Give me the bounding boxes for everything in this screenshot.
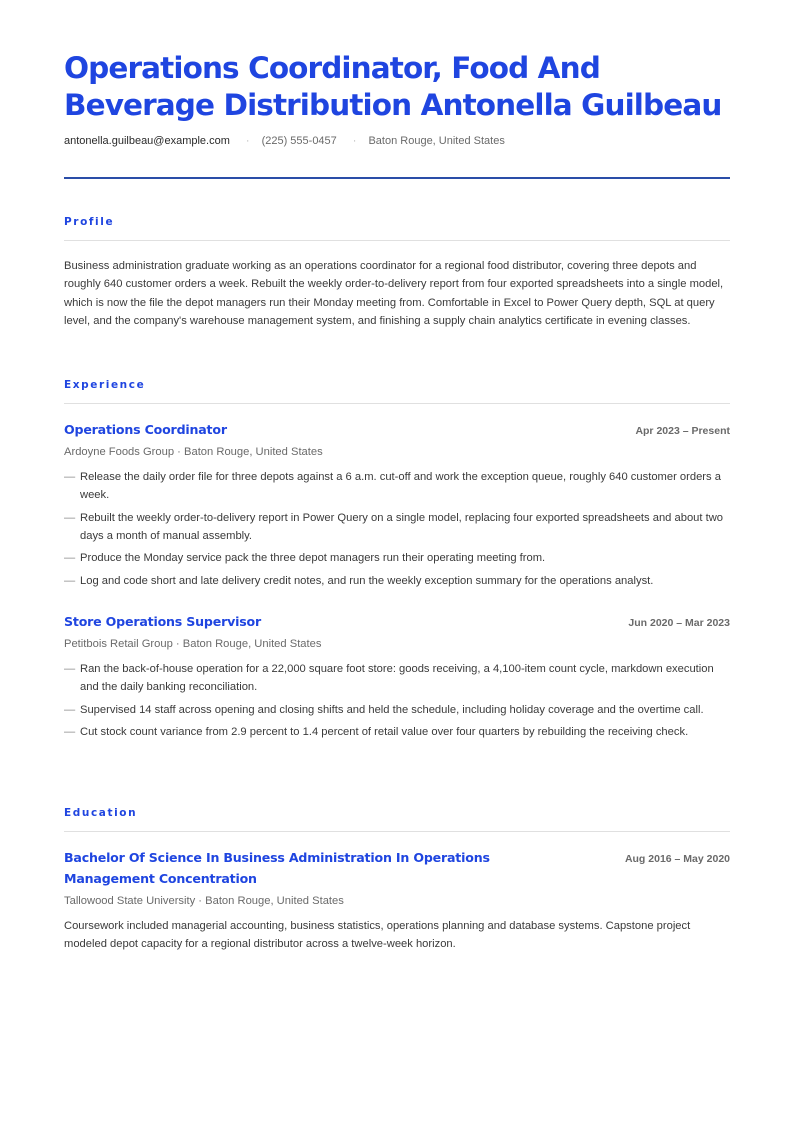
bullet-dash: —: [64, 574, 76, 587]
bullet-dash: —: [64, 703, 76, 716]
list-item: — Cut stock count variance from 2.9 percent to 1.4 percent of retail value over four quarters by rebuilding the receiving check.: [64, 723, 730, 741]
list-item: — Release the daily order file for three depots against a 6 a.m. cut-off and work the exception queue, roughly 640 customer orders a week.: [64, 468, 730, 504]
contact-location: Baton Rouge, United States: [368, 135, 505, 147]
profile-summary: Business administration graduate working as an operations coordinator for a regional food distributor, covering three depots and roughly 640 customer orders a week. Rebuilt the weekly order-to-delivery report from four exported spreadsheets into a single model, which is now the file the depot managers run their Monday meeting from. Comfortable in Excel to Power Query depth, SQL at query level, and the company's warehouse management system, and finishing a supply chain analytics certificate in evening classes.: [64, 260, 724, 327]
section-divider: [64, 240, 730, 241]
job-bullets: [64, 660, 730, 746]
header-divider: [64, 177, 730, 179]
bullet-dash: —: [64, 663, 76, 675]
contact-separator: ·: [245, 135, 250, 147]
education-dates: Aug 2016 – May 2020: [624, 853, 730, 865]
section-divider: [64, 403, 730, 404]
job-title: Operations Coordinator: [64, 422, 227, 437]
list-item: — Rebuilt the weekly order-to-delivery report in Power Query on a single model, replacing four exported spreadsheets and about two days a month of manual assembly.: [64, 509, 730, 545]
job-title: Store Operations Supervisor: [64, 614, 261, 629]
job-organization: Ardoyne Foods Group · Baton Rouge, United States: [64, 446, 323, 458]
job-dates: Jun 2020 – Mar 2023: [628, 617, 730, 629]
contact-email[interactable]: antonella.guilbeau@example.com: [64, 135, 230, 147]
contact-separator: ·: [352, 135, 357, 147]
job-bullets: [64, 468, 730, 594]
contact-line: [64, 134, 730, 148]
section-heading-profile: Profile: [64, 216, 115, 228]
bullet-dash: —: [64, 726, 76, 738]
contact-phone: (225) 555-0457: [261, 135, 337, 147]
school-name: Tallowood State University · Baton Rouge, United States: [64, 895, 344, 907]
job-organization: Petitbois Retail Group · Baton Rouge, United States: [64, 638, 322, 650]
page-title: Operations Coordinator, Food And Beverage Distribution Antonella Guilbeau: [64, 51, 722, 122]
list-item: — Log and code short and late delivery credit notes, and run the weekly exception summary for the operations analyst.: [64, 572, 730, 590]
list-item: — Supervised 14 staff across opening and closing shifts and held the schedule, including holiday coverage and the overtime call.: [64, 701, 730, 719]
degree-title: Bachelor Of Science In Business Administration In Operations Management Concentration: [64, 850, 490, 886]
bullet-dash: —: [64, 471, 76, 483]
section-divider: [64, 831, 730, 832]
section-heading-education: Education: [64, 807, 138, 819]
bullet-dash: —: [64, 511, 76, 524]
job-dates: Apr 2023 – Present: [635, 425, 730, 437]
education-details: Coursework included managerial accounting, business statistics, operations planning and database systems. Capstone project modeled depot capacity for a regional distributor across a twelve-week horizon.: [64, 920, 691, 951]
list-item: — Ran the back-of-house operation for a 22,000 square foot store: goods receiving, a 4,100-item count cycle, markdown execution and the daily banking reconciliation.: [64, 660, 730, 696]
list-item: — Produce the Monday service pack the three depot managers run their operating meeting from.: [64, 549, 730, 567]
bullet-dash: —: [64, 552, 76, 564]
section-heading-experience: Experience: [64, 379, 146, 391]
